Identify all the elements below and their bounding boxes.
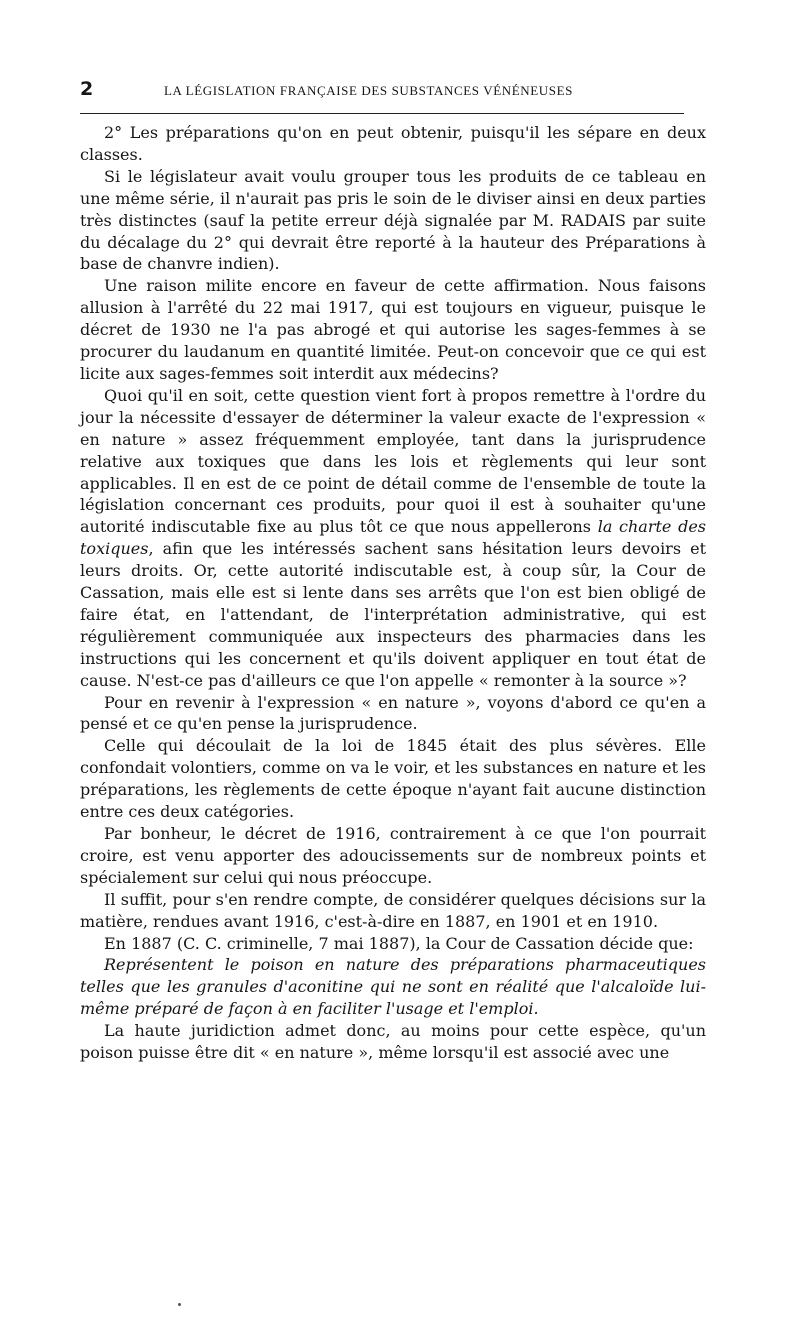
paragraph: La haute juridiction admet donc, au moins pour cette espèce, qu'un poison puisse être dit « en nature », même lorsqu'il est associé avec une <box>80 1021 706 1063</box>
paragraph-text: Quoi qu'il en soit, cette question vient fort à propos remettre à l'ordre du jour la nécessite d'essayer de déterminer la valeur exacte de l'expression « en nature » assez fréquemment employée, tant dans la jurisprudence relative aux toxiques que dans les lois et règlements qui leur sont applicables. Il en est de ce point de détail comme de l'ensemble de toute la législation concernant ces produits, pour quoi il est à souhaiter qu'une autorité indiscutable fixe au plus tôt ce que nous appellerons <box>80 385 706 537</box>
paragraph: Celle qui découlait de la loi de 1845 était des plus sévères. Elle confondait volontiers, comme on va le voir, et les substances en nature et les préparations, les règlements de cette époque n'ayant fait aucune distinction entre ces deux catégories. <box>80 736 706 822</box>
quoted-ruling: Représentent le poison en nature des préparations pharmaceutiques telles que les granules d'aconitine qui ne sont en réalité que l'alcaloïde lui-même préparé de façon à en faciliter l'usage et l'emploi. <box>80 955 706 1019</box>
speck <box>178 1303 181 1306</box>
paragraph: 2° Les préparations qu'on en peut obtenir, puisqu'il les sépare en deux classes. <box>80 123 706 164</box>
page-header <box>80 78 684 106</box>
page-number: 2 <box>80 78 94 100</box>
paragraph: En 1887 (C. C. criminelle, 7 mai 1887), la Cour de Cassation décide que: <box>104 933 694 953</box>
paragraph: Par bonheur, le décret de 1916, contrairement à ce que l'on pourrait croire, est venu apporter des adoucissements sur de nombreux points et spécialement sur celui qui nous préoccupe. <box>80 824 706 887</box>
paragraph: Pour en revenir à l'expression « en nature », voyons d'abord ce qu'en a pensé et ce qu'en pense la jurisprudence. <box>80 692 706 734</box>
paragraph: Il suffit, pour s'en rendre compte, de considérer quelques décisions sur la matière, rendues avant 1916, c'est-à-dire en 1887, en 1901 et en 1910. <box>80 889 706 931</box>
emphasis-text: la charte des toxiques <box>80 517 706 559</box>
body-text <box>80 122 706 1064</box>
paragraph: Si le législateur avait voulu grouper tous les produits de ce tableau en une même série, il n'aurait pas pris le soin de le diviser ainsi en deux parties très distinctes (sauf la petite erreur déjà signalée par M. RADAIS par suite du décalage du 2° qui devrait être reporté à la hauteur des Préparations à base de chanvre indien). <box>80 166 706 274</box>
header-rule <box>80 113 684 114</box>
paragraph-text: , afin que les intéressés sachent sans hésitation leurs devoirs et leurs droits. Or, cette autorité indiscutable est, à coup sûr, la Cour de Cassation, mais elle est si lente dans ses arrêts que l'on est bien obligé de faire état, en l'attendant, de l'interprétation administrative, qui est régulièrement communiquée aux inspecteurs des pharmacies dans les instructions qui les concernent et qu'ils doivent appliquer en tout état de cause. N'est-ce pas d'ailleurs ce que l'on appelle « remonter à la source »? <box>80 539 706 690</box>
running-title: LA LÉGISLATION FRANÇAISE DES SUBSTANCES VÉNÉNEUSES <box>164 83 573 98</box>
paragraph <box>80 385 706 692</box>
paragraph: Une raison milite encore en faveur de cette affirmation. Nous faisons allusion à l'arrêté du 22 mai 1917, qui est toujours en vigueur, puisque le décret de 1930 ne l'a pas abrogé et qui autorise les sages-femmes à se procurer du laudanum en quantité limitée. Peut-on concevoir que ce qui est licite aux sages-femmes soit interdit aux médecins? <box>80 276 706 383</box>
